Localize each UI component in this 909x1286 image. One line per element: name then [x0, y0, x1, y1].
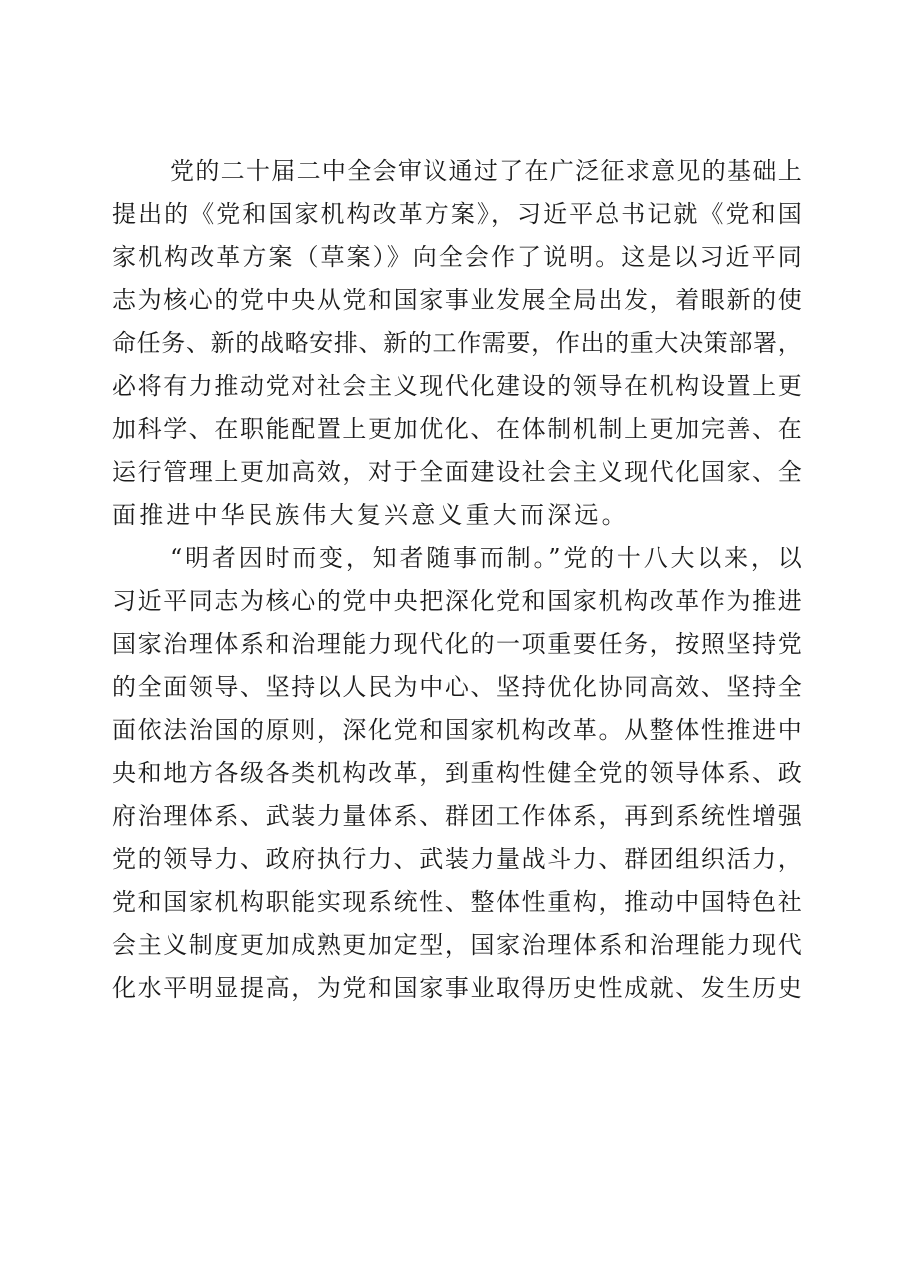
document-body — [112, 150, 802, 1010]
text-line: 提出的《党和国家机构改革方案》，习近平总书记就《党和国 — [112, 200, 802, 228]
text-line: 府治理体系、武装力量体系、群团工作体系，再到系统性增强 — [112, 802, 802, 830]
text-line: 家机构改革方案（草案）》向全会作了说明。这是以习近平同 — [112, 243, 802, 271]
text-line: 党和国家机构职能实现系统性、整体性重构，推动中国特色社 — [112, 888, 802, 916]
text-line: 习近平同志为核心的党中央把深化党和国家机构改革作为推进 — [112, 587, 802, 615]
text-line: 命任务、新的战略安排、新的工作需要，作出的重大决策部署， — [112, 329, 802, 357]
text-line: 必将有力推动党对社会主义现代化建设的领导在机构设置上更 — [112, 372, 802, 400]
text-line: 面推进中华民族伟大复兴意义重大而深远。 — [112, 501, 629, 529]
text-line: 央和地方各级各类机构改革，到重构性健全党的领导体系、政 — [112, 759, 802, 787]
text-line: 面依法治国的原则，深化党和国家机构改革。从整体性推进中 — [112, 716, 802, 744]
paragraph-2 — [112, 537, 802, 1010]
text-line: 的全面领导、坚持以人民为中心、坚持优化协同高效、坚持全 — [112, 673, 802, 701]
text-line: 运行管理上更加高效，对于全面建设社会主义现代化国家、全 — [112, 458, 802, 486]
text-line: 加科学、在职能配置上更加优化、在体制机制上更加完善、在 — [112, 415, 802, 443]
paragraph-1 — [112, 150, 802, 537]
text-line: 党的领导力、政府执行力、武装力量战斗力、群团组织活力， — [112, 845, 802, 873]
text-line: 会主义制度更加成熟更加定型，国家治理体系和治理能力现代 — [112, 931, 802, 959]
text-line: 党的二十届二中全会审议通过了在广泛征求意见的基础上 — [170, 157, 802, 185]
text-line: 化水平明显提高，为党和国家事业取得历史性成就、发生历史 — [112, 974, 802, 1002]
text-line: 志为核心的党中央从党和国家事业发展全局出发，着眼新的使 — [112, 286, 802, 314]
text-line: “明者因时而变，知者随事而制。”党的十八大以来，以 — [170, 544, 802, 572]
text-line: 国家治理体系和治理能力现代化的一项重要任务，按照坚持党 — [112, 630, 802, 658]
